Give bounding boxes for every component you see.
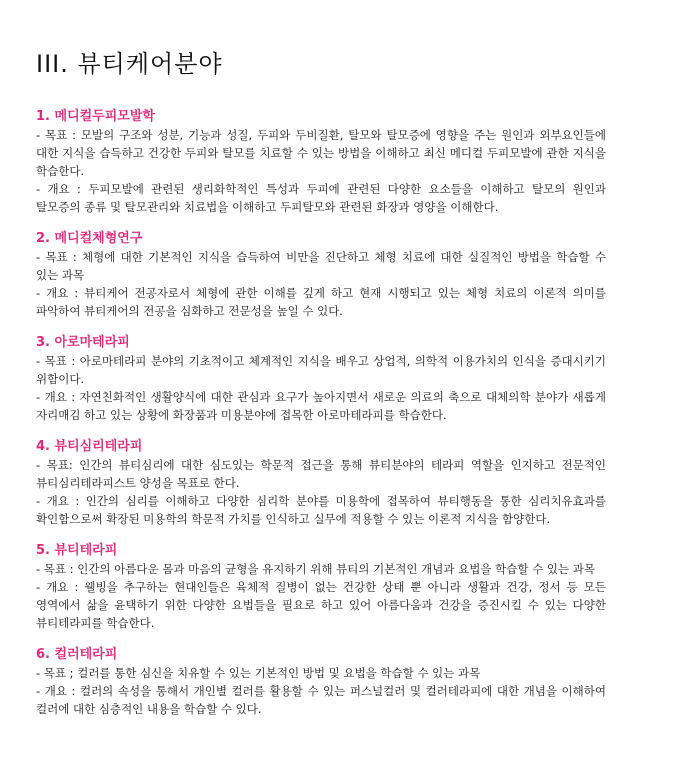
section-goal: - 목표: 인간의 뷰티심리에 대한 심도있는 학문적 접근을 통해 뷰티분야의 테라피 역할을 인지하고 전문적인 뷰티심리테라피스트 양성을 목표로 한다.	[36, 458, 606, 490]
section-goal: - 목표 : 아로마테라피 분야의 기초적이고 체계적인 지식을 배우고 상업적, 의학적 이용가치의 인식을 증대시키기 위함이다.	[36, 354, 606, 386]
section-goal: - 목표 : 인간의 아름다운 몸과 마음의 균형을 유지하기 위해 뷰티의 기본적인 개념과 요법을 학습할 수 있는 과목	[36, 562, 595, 576]
section-overview: - 개요 : 뷰티케어 전공자로서 체형에 관한 이해를 깊게 하고 현재 시행되고 있는 체형 치료의 이론적 의미를 파악하여 뷰티케어의 전공을 심화하고 전문성을 높일 수 있다.	[36, 286, 606, 318]
section-overview: - 개요 : 자연친화적인 생활양식에 대한 관심과 요구가 높아지면서 새로운 의료의 축으로 대체의학 분야가 새롭게 자리매김 하고 있는 상황에 화장품과 미용분야에 접목한 아로마테라피를 학습한다.	[36, 390, 606, 422]
section-aromatherapy	[36, 334, 606, 424]
section-overview: - 개요 : 웰빙을 추구하는 현대인들은 육체적 질병이 없는 건강한 상태 뿐 아니라 생활과 건강, 정서 등 모든 영역에서 삶을 윤택하기 위한 다양한 요법들을 필요로 하고 있어 아름다움과 건강을 증진시킬 수 있는 다양한 뷰티테라피를 학습한다.	[36, 580, 606, 630]
section-overview: - 개요 : 컬러의 속성을 통해서 개인별 컬러를 활용할 수 있는 퍼스널컬러 및 컬러테라피에 대한 개념을 이해하여 컬러에 대한 심층적인 내용을 학습할 수 있다.	[36, 684, 606, 716]
section-list	[36, 108, 606, 732]
section-heading: 6. 컬러테라피	[36, 647, 118, 662]
section-heading: 5. 뷰티테라피	[36, 543, 118, 558]
section-heading: 1. 메디컬두피모발학	[36, 109, 155, 124]
section-overview: - 개요 : 인간의 심리를 이해하고 다양한 심리학 분야를 미용학에 접목하여 뷰티행동을 통한 심리치유효과를 확인함으로써 확장된 미용학의 학문적 가치를 인식하고 실무에 적용할 수 있는 이론적 지식을 함양한다.	[36, 494, 606, 526]
section-beauty-psychology-therapy	[36, 438, 606, 528]
section-goal: - 목표 ; 컬러를 통한 심신을 치유할 수 있는 기본적인 방법 및 요법을 학습할 수 있는 과목	[36, 666, 481, 680]
section-goal: - 목표 : 체형에 대한 기본적인 지식을 습득하여 비만을 진단하고 체형 치료에 대한 실질적인 방법을 학습할 수 있는 과목	[36, 250, 606, 282]
section-heading: 3. 아로마테라피	[36, 335, 130, 350]
section-beauty-therapy	[36, 542, 606, 632]
section-medical-body-shape	[36, 230, 606, 320]
section-goal: - 목표 : 모발의 구조와 성분, 기능과 성질, 두피와 두비질환, 탈모와 탈모증에 영향을 주는 원인과 외부요인들에 대한 지식을 습득하고 건강한 두피와 탈모를 치료할 수 있는 방법을 이해하고 최신 메디컬 두피모발에 관한 지식을 학습한다.	[36, 128, 606, 178]
section-color-therapy	[36, 646, 606, 718]
section-overview: - 개요 : 두피모발에 관련된 생리화학적인 특성과 두피에 관련된 다양한 요소들을 이해하고 탈모의 원인과 탈모증의 종류 및 탈모관리와 치료법을 이해하고 두피탈모와 관련된 화장과 영양을 이해한다.	[36, 182, 606, 214]
section-heading: 4. 뷰티심리테라피	[36, 439, 143, 454]
section-medical-scalp-hair	[36, 108, 606, 216]
section-heading: 2. 메디컬체형연구	[36, 231, 143, 246]
page-title: III. 뷰티케어분야	[36, 50, 223, 78]
